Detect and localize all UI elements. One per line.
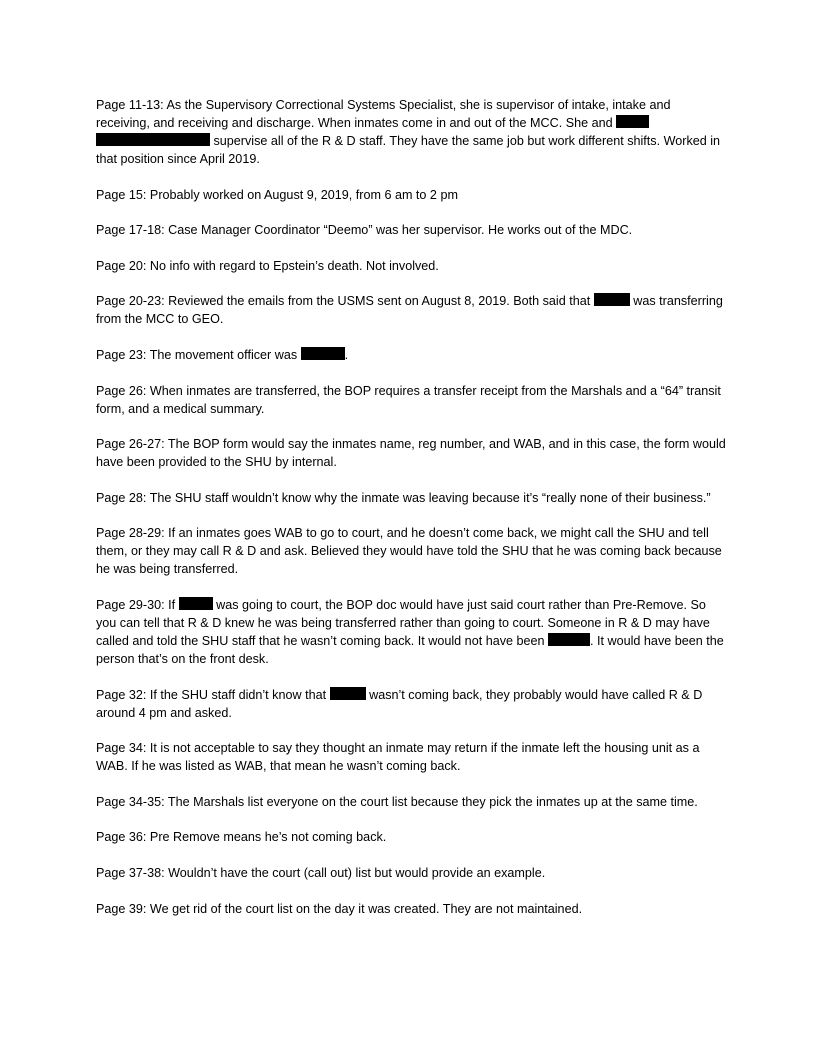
text: Page 26: When inmates are transferred, the BOP requires a transfer receipt from the Marshals and a “64” transit form, and a medical summary. [96,383,721,416]
text: Page 34-35: The Marshals list everyone on the court list because they pick the inmates up at the same time. [96,794,698,809]
text: wasn’t coming back, they probably would have called R & D around 4 pm and asked. [96,687,703,720]
text: Page 29-30: If [96,597,179,612]
text: was going to court, the BOP doc would have just said court rather than Pre-Remove. So you can tell that R & D knew he was being transferred rather than going to court. Someone in R & D may have called and told the SHU staff that he wasn’t coming back. It would not have been [96,597,710,648]
text: was transferring from the MCC to GEO. [96,294,723,327]
redaction-box [616,115,649,128]
text: Page 20-23: Reviewed the emails from the USMS sent on August 8, 2019. Both said that [96,294,594,309]
text: Page 37-38: Wouldn’t have the court (call out) list but would provide an example. [96,865,546,880]
paragraph-page-34 [96,739,726,775]
paragraph-page-37-38 [96,864,726,882]
paragraph-page-20 [96,257,726,275]
paragraph-page-29-30 [96,596,726,668]
paragraph-page-17-18 [96,221,726,239]
text: Page 39: We get rid of the court list on the day it was created. They are not maintained. [96,901,583,916]
text: Page 28: The SHU staff wouldn’t know why the inmate was leaving because it’s “really none of their business.” [96,490,711,505]
paragraph-page-28 [96,489,726,507]
document-page [96,96,726,935]
redaction-box [301,347,345,360]
text: Page 15: Probably worked on August 9, 2019, from 6 am to 2 pm [96,187,458,202]
text: supervise all of the R & D staff. They have the same job but work different shifts. Worked in that position since April 2019. [96,134,721,166]
redaction-box [548,633,590,646]
paragraph-page-32 [96,686,726,722]
text: Page 26-27: The BOP form would say the inmates name, reg number, and WAB, and in this case, the form would have been provided to the SHU by internal. [96,437,726,470]
text: Page 11-13: As the Supervisory Correctional Systems Specialist, she is supervisor of intake, intake and receiving, and receiving and discharge. When inmates come in and out of the MCC. She and [96,98,671,130]
text: Page 32: If the SHU staff didn’t know that [96,687,330,702]
redaction-box [330,687,366,700]
text: Page 20: No info with regard to Epstein’s death. Not involved. [96,258,439,273]
paragraph-page-26-27 [96,435,726,471]
redaction-box [96,133,210,146]
paragraph-page-26 [96,382,726,418]
text: . [344,347,349,362]
redaction-box [594,293,630,306]
text: . It would have been the person that’s on the front desk. [96,633,724,666]
paragraph-page-20-23 [96,292,726,328]
text: Page 23: The movement officer was [96,347,301,362]
paragraph-page-11-13 [96,96,726,168]
text: Page 17-18: Case Manager Coordinator “Deemo” was her supervisor. He works out of the MDC. [96,223,633,238]
redaction-box [179,597,213,610]
paragraph-page-39 [96,900,726,918]
text: Page 36: Pre Remove means he’s not coming back. [96,830,387,845]
paragraph-page-28-29 [96,524,726,578]
text: Page 28-29: If an inmates goes WAB to go to court, and he doesn’t come back, we might call the SHU and tell them, or they may call R & D and ask. Believed they would have told the SHU that he was coming back because he was being transferred. [96,526,722,577]
text: Page 34: It is not acceptable to say they thought an inmate may return if the inmate left the housing unit as a WAB. If he was listed as WAB, that mean he wasn’t coming back. [96,741,700,774]
paragraph-page-34-35 [96,793,726,811]
paragraph-page-23 [96,346,726,364]
paragraph-page-15 [96,186,726,204]
paragraph-page-36 [96,828,726,846]
